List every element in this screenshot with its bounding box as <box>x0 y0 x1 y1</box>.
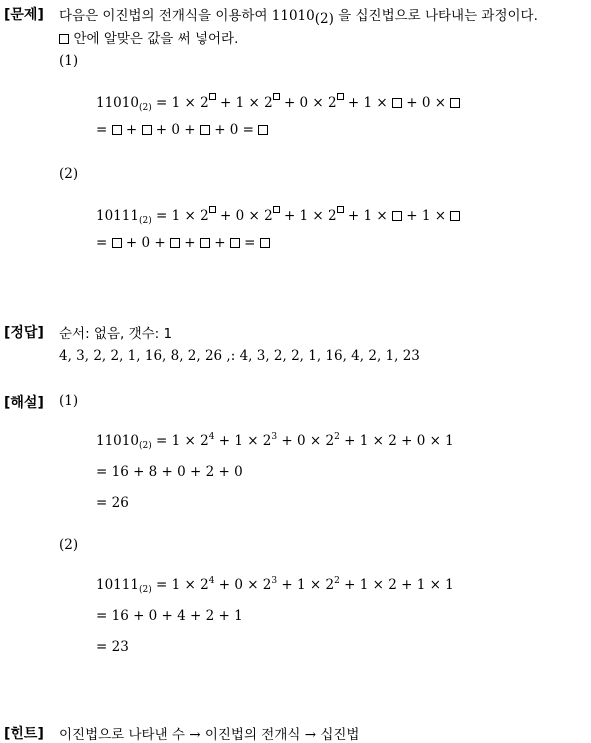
e1-term3: + 0 × 2 <box>277 433 335 449</box>
answer-line1: 순서: 없음, 갯수: 1 <box>59 326 173 342</box>
p1-eq-sign: = <box>96 122 112 138</box>
p1-lhs: 11010 <box>96 95 139 111</box>
exp-blank <box>273 93 280 100</box>
exp-blank <box>273 206 280 213</box>
e1-exp3: 2 <box>334 432 340 442</box>
e2-lhs: 10111 <box>96 577 139 593</box>
problem-statement-line1 <box>59 4 538 27</box>
e2-exp1: 4 <box>208 576 215 586</box>
p2-term4: + 1 × <box>343 208 393 224</box>
e1-term2: + 1 × 2 <box>214 433 272 449</box>
explanation-label: [해설] <box>4 395 44 411</box>
exp-blank <box>209 93 216 100</box>
hint-label: [힌트] <box>4 726 44 742</box>
problem-part1-eq2 <box>96 122 268 138</box>
answer-label: [정답] <box>4 325 44 341</box>
explanation-part2-eq3: = 23 <box>96 639 129 655</box>
blank-box <box>142 125 152 135</box>
problem-label: [문제] <box>4 7 44 23</box>
p1-base: (2) <box>138 103 152 113</box>
explanation-part1-label: (1) <box>59 393 79 409</box>
plus-zero-eq: + 0 = <box>209 122 259 138</box>
eq: = <box>239 235 260 251</box>
p1-term4: + 1 × <box>343 95 393 111</box>
p2-term3: + 1 × 2 <box>279 208 337 224</box>
problem-text-line2: 안에 알맞은 값을 써 넣어라. <box>73 31 239 47</box>
p2-term2: + 0 × 2 <box>215 208 273 224</box>
e2-term3: + 1 × 2 <box>277 577 335 593</box>
hint-pre: 이진법으로 나타낸 수 <box>59 727 190 743</box>
blank-box <box>450 98 460 108</box>
problem-part2-eq1 <box>96 206 460 224</box>
e1-term4: + 1 × 2 + 0 × 1 <box>339 433 454 449</box>
p2-eq-sign: = <box>96 235 112 251</box>
e1-lhs: 11010 <box>96 433 139 449</box>
exp-blank <box>337 206 344 213</box>
plus-zero-plus: + 0 + <box>151 122 200 138</box>
hint-mid: 이진법의 전개식 <box>200 727 305 743</box>
blank-box <box>260 238 270 248</box>
p2-rhs: = 1 × 2 <box>156 208 209 224</box>
problem-part1-eq1 <box>96 93 460 111</box>
answer-line2: 4, 3, 2, 2, 1, 16, 8, 2, 26 ,: 4, 3, 2, 2, 1, 16, 4, 2, 1, 23 <box>59 348 420 364</box>
problem-part2-label: (2) <box>59 166 79 182</box>
exp-blank <box>337 93 344 100</box>
blank-box <box>230 238 240 248</box>
blank-box <box>200 238 210 248</box>
p1-term2: + 1 × 2 <box>215 95 273 111</box>
exp-blank <box>209 206 216 213</box>
p1-term5: + 0 × <box>402 95 451 111</box>
explanation-part1-eq1 <box>96 433 454 449</box>
blank-box <box>258 125 268 135</box>
e2-term2: + 0 × 2 <box>214 577 272 593</box>
e2-rhs: = 1 × 2 <box>156 577 209 593</box>
explanation-part1-eq2: = 16 + 8 + 0 + 2 + 0 <box>96 464 243 480</box>
plus: + <box>209 235 230 251</box>
plus-zero-plus: + 0 + <box>121 235 170 251</box>
problem-part2-eq2 <box>96 235 270 251</box>
e1-rhs: = 1 × 2 <box>156 433 209 449</box>
p1-term3: + 0 × 2 <box>279 95 337 111</box>
e2-exp3: 2 <box>334 576 340 586</box>
blank-box <box>170 238 180 248</box>
blank-box <box>112 125 122 135</box>
blank-box <box>59 34 69 44</box>
p2-base: (2) <box>138 216 152 226</box>
problem-text-pre: 다음은 이진법의 전개식을 이용하여 <box>59 8 272 24</box>
hint-text <box>59 723 359 743</box>
explanation-part2-label: (2) <box>59 537 79 553</box>
blank-box <box>450 211 460 221</box>
problem-number: 11010 <box>271 8 315 24</box>
plus: + <box>121 122 142 138</box>
e2-base: (2) <box>138 585 152 595</box>
e1-exp2: 3 <box>271 432 278 442</box>
explanation-part1-eq3: = 26 <box>96 495 129 511</box>
problem-statement-line2 <box>59 27 238 47</box>
explanation-part2-eq2: = 16 + 0 + 4 + 2 + 1 <box>96 608 243 624</box>
e2-term4: + 1 × 2 + 1 × 1 <box>339 577 454 593</box>
p2-lhs: 10111 <box>96 208 139 224</box>
hint-post: 십진법 <box>316 727 360 743</box>
blank-box <box>200 125 210 135</box>
problem-text-post: 을 십진법으로 나타내는 과정이다. <box>333 8 538 24</box>
problem-part1-label: (1) <box>59 53 79 69</box>
blank-box <box>392 98 402 108</box>
explanation-part2-eq1 <box>96 577 454 593</box>
blank-box <box>392 211 402 221</box>
e2-exp2: 3 <box>271 576 278 586</box>
e1-exp1: 4 <box>208 432 215 442</box>
e1-base: (2) <box>138 441 152 451</box>
p2-term5: + 1 × <box>402 208 451 224</box>
arrow-icon: → <box>304 727 317 743</box>
blank-box <box>112 238 122 248</box>
p1-rhs: = 1 × 2 <box>156 95 209 111</box>
plus: + <box>180 235 200 251</box>
arrow-icon: → <box>189 727 201 743</box>
problem-base: (2) <box>314 11 334 27</box>
